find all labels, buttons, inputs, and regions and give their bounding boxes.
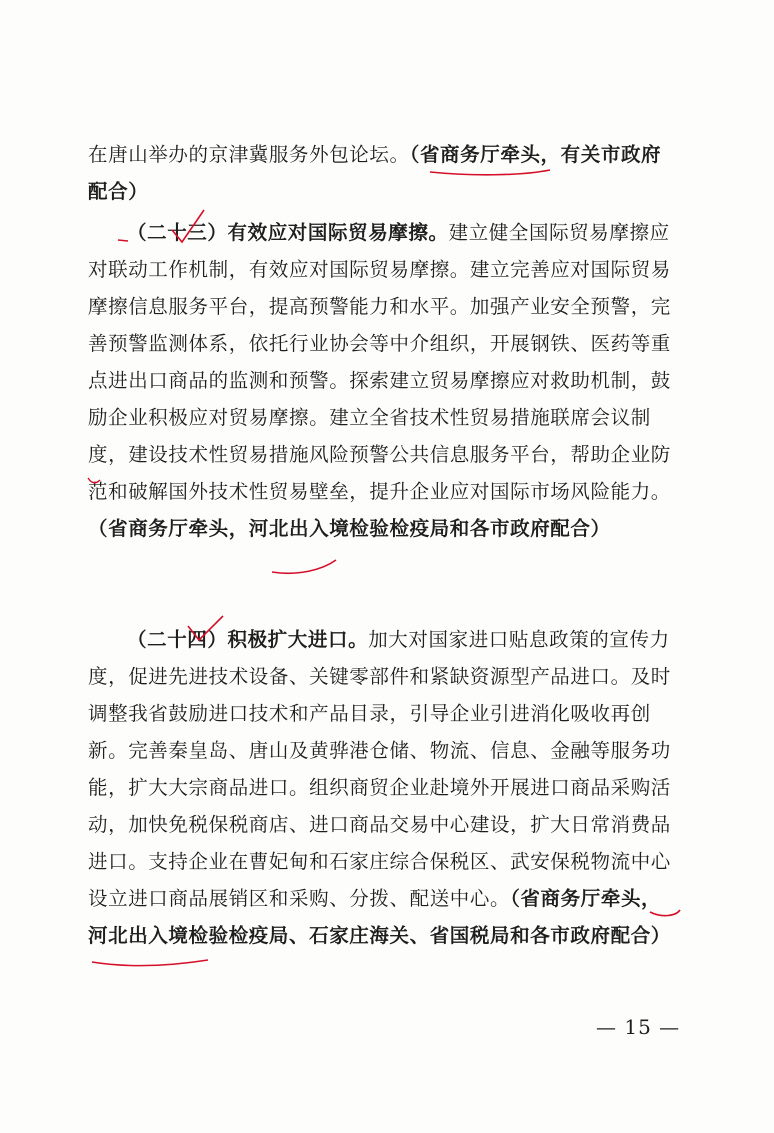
page-number: — 15 —	[596, 1015, 681, 1039]
underline-mark	[272, 560, 336, 573]
paragraph-forum	[88, 136, 678, 210]
section-heading-23: （二十三）有效应对国际贸易摩擦。	[127, 221, 449, 244]
paragraph-expand-imports	[88, 621, 678, 954]
lead-department-note: （省商务厅牵头，河北出入境检验检疫局、石家庄海关、省国税局和各市政府配合）	[88, 887, 671, 947]
lead-department-note: （省商务厅牵头，有关市政府配合）	[88, 143, 662, 203]
paragraph-trade-friction	[88, 214, 678, 547]
underline-mark	[92, 960, 208, 966]
paragraph-text: 加大对国家进口贴息政策的宣传力度，促进先进技术设备、关键零部件和紧缺资源型产品进口。及时调整我省鼓励进口技术和产品目录，引导企业引进消化吸收再创新。完善秦皇岛、唐山及黄骅港仓储、物流、信息、金融等服务功能，扩大大宗商品进口。组织商贸企业赴境外开展进口商品采购活动，加快免税保税商店、进口商品交易中心建设，扩大日常消费品进口。支持企业在曹妃甸和石家庄综合保税区、武安保税物流中心设立进口商品展销区和采购、分拨、配送中心。	[88, 628, 671, 910]
paragraph-text: 建立健全国际贸易摩擦应对联动工作机制，有效应对国际贸易摩擦。建立完善应对国际贸易摩擦信息服务平台，提高预警能力和水平。加强产业安全预警，完善预警监测体系，依托行业协会等中介组织，开展钢铁、医药等重点进出口商品的监测和预警。探索建立贸易摩擦应对救助机制，鼓励企业积极应对贸易摩擦。建立全省技术性贸易措施联席会议制度，建设技术性贸易措施风险预警公共信息服务平台，帮助企业防范和破解国外技术性贸易壁垒，提升企业应对国际市场风险能力。	[88, 221, 671, 503]
section-heading-24: （二十四）积极扩大进口。	[127, 628, 369, 651]
paragraph-text: 在唐山举办的京津冀服务外包论坛。	[88, 143, 410, 166]
lead-department-note: （省商务厅牵头，河北出入境检验检疫局和各市政府配合）	[88, 517, 611, 540]
